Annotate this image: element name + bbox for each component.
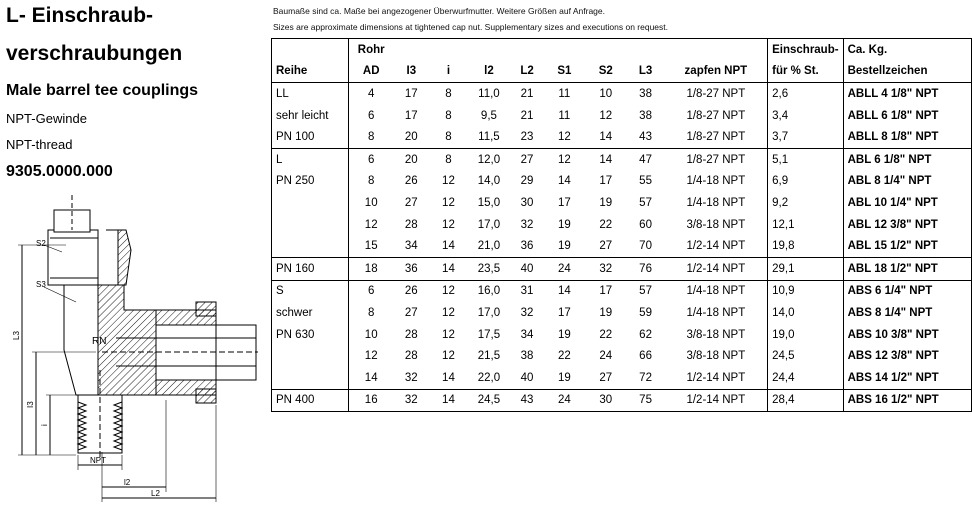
header-cell: S1 — [544, 61, 585, 83]
table-cell: 3/8-18 NPT — [665, 324, 768, 346]
table-cell: 23,5 — [467, 257, 510, 280]
header-cell: Ca. Kg. — [847, 43, 888, 56]
table-cell: 43 — [520, 394, 534, 407]
table-cell: 24,5 — [768, 345, 843, 367]
header-cell — [467, 39, 510, 61]
label-rn: RN — [92, 336, 107, 347]
thread-english: NPT-thread — [6, 137, 73, 152]
table-cell: PN 400 — [272, 389, 349, 412]
table-cell: 27 — [585, 235, 626, 257]
table-cell: 19 — [544, 367, 585, 389]
table-cell: 12 — [544, 126, 585, 148]
table-cell: 2,6 — [768, 83, 843, 105]
header-cell: für % St. — [768, 61, 843, 83]
table-cell: ABLL 8 1/8" NPT — [843, 126, 971, 148]
table-cell: 8 — [445, 109, 452, 122]
table-cell: 19 — [557, 218, 571, 231]
header-cell: zapfen NPT — [665, 61, 768, 83]
table-cell: 17 — [404, 87, 418, 100]
header-cell: AD — [349, 61, 393, 83]
technical-drawing — [6, 190, 268, 512]
table-cell: 36 — [393, 257, 429, 280]
table-cell: 59 — [639, 306, 652, 319]
table-cell: 8 — [445, 87, 452, 100]
label-s2: S2 — [36, 239, 46, 248]
header-cell — [665, 39, 768, 61]
table-cell — [272, 235, 349, 257]
spec-table — [271, 38, 972, 412]
table-cell: 1/8-27 NPT — [665, 83, 768, 105]
table-cell: 17,5 — [477, 328, 501, 341]
table-cell: schwer — [272, 302, 349, 324]
label-l2-small: l2 — [124, 478, 131, 487]
table-cell: 21 — [520, 109, 534, 122]
header-cell: L3 — [627, 61, 665, 83]
table-cell: 22,0 — [467, 367, 510, 389]
table-cell: 3/8-18 NPT — [665, 214, 768, 236]
table-cell: 10,9 — [768, 280, 843, 302]
header-row-1 — [272, 39, 972, 61]
table-cell: 21,5 — [477, 350, 501, 363]
table-cell: 16,0 — [477, 285, 501, 298]
table-cell: 55 — [639, 175, 652, 188]
table-cell: 38 — [639, 109, 652, 122]
table-row — [272, 257, 972, 280]
table-cell: 62 — [639, 328, 652, 341]
header-row-2 — [272, 61, 972, 83]
table-cell: 72 — [627, 367, 665, 389]
table-cell: 6 — [368, 109, 375, 122]
table-cell: 22 — [599, 328, 613, 341]
table-cell: 30 — [520, 196, 534, 209]
table-cell: ABLL 6 1/8" NPT — [847, 109, 939, 122]
table-cell: 32 — [585, 257, 626, 280]
table-cell: 27 — [404, 196, 418, 209]
table-cell: 28 — [404, 328, 418, 341]
table-row — [272, 192, 972, 214]
table-cell: 27 — [520, 153, 534, 166]
table-cell: 8 — [368, 306, 375, 319]
table-cell: 1/8-27 NPT — [665, 126, 768, 148]
table-cell: 1/4-18 NPT — [665, 280, 768, 302]
table-row — [272, 280, 972, 302]
table-cell: 40 — [510, 257, 543, 280]
title-line-2: verschraubungen — [6, 42, 183, 65]
table-cell: ABL 18 1/2" NPT — [843, 257, 971, 280]
table-cell: 24 — [544, 257, 585, 280]
label-npt: NPT — [90, 456, 106, 465]
table-cell: 60 — [639, 218, 652, 231]
table-cell: 12 — [442, 350, 455, 363]
table-cell: 12 — [364, 350, 378, 363]
table-row — [272, 214, 972, 236]
table-cell: 14 — [557, 285, 571, 298]
label-i3: I3 — [26, 401, 35, 408]
table-cell: 15,0 — [477, 196, 501, 209]
spec-table-head — [272, 39, 972, 83]
table-cell: 6 — [368, 153, 375, 166]
table-cell: 36 — [510, 235, 543, 257]
table-cell: 8 — [429, 126, 467, 148]
table-cell: PN 160 — [272, 257, 349, 280]
note-german: Baumaße sind ca. Maße bei angezogener Überwurfmutter. Weitere Größen auf Anfrage. — [273, 6, 605, 16]
table-row — [272, 148, 972, 170]
table-cell: 14 — [585, 126, 626, 148]
spec-table-body — [272, 83, 972, 412]
table-row — [272, 302, 972, 324]
table-cell: 8 — [368, 175, 375, 188]
table-cell: 28,4 — [768, 389, 843, 412]
table-cell: 8 — [349, 126, 393, 148]
table-cell: 11 — [558, 109, 571, 122]
header-cell — [627, 39, 665, 61]
table-cell: ABL 12 3/8" NPT — [847, 218, 938, 231]
header-cell: L2 — [510, 61, 543, 83]
table-cell: ABL 15 1/2" NPT — [843, 235, 971, 257]
table-cell: 14,0 — [768, 302, 843, 324]
table-cell: 17 — [557, 306, 571, 319]
table-cell: L — [272, 148, 349, 170]
table-cell: 40 — [510, 367, 543, 389]
table-cell: 3,7 — [768, 126, 843, 148]
label-l3: L3 — [12, 331, 21, 340]
table-cell: PN 100 — [272, 126, 349, 148]
table-cell: 14 — [442, 394, 455, 407]
table-cell: 1/8-27 NPT — [665, 148, 768, 170]
table-cell: 9,5 — [480, 109, 497, 122]
table-cell: 12,0 — [477, 153, 501, 166]
table-cell: 43 — [627, 126, 665, 148]
table-cell: 1/2-14 NPT — [665, 367, 768, 389]
table-cell: ABS 12 3/8" NPT — [847, 350, 939, 363]
table-cell: 21,0 — [467, 235, 510, 257]
table-cell: ABL 10 1/4" NPT — [847, 196, 938, 209]
header-cell: Reihe — [272, 61, 349, 83]
table-cell: 6,9 — [768, 171, 843, 193]
table-cell: 11 — [558, 87, 571, 100]
table-cell: 24,5 — [477, 394, 501, 407]
table-cell: 20 — [404, 153, 418, 166]
header-cell — [393, 39, 429, 61]
table-cell: 1/4-18 NPT — [665, 302, 768, 324]
table-row — [272, 235, 972, 257]
table-cell: 20 — [393, 126, 429, 148]
table-cell: 57 — [639, 196, 652, 209]
table-cell: 14 — [429, 257, 467, 280]
label-l2-large: L2 — [151, 489, 160, 498]
table-cell: 22 — [599, 218, 613, 231]
table-cell: ABS 8 1/4" NPT — [847, 306, 933, 319]
table-cell: 14,0 — [477, 175, 501, 188]
header-cell: S2 — [585, 61, 626, 83]
table-cell: 1/2-14 NPT — [665, 235, 768, 257]
table-cell: 29,1 — [768, 257, 843, 280]
note-english: Sizes are approximate dimensions at tightened cap nut. Supplementary sizes and executions on request. — [273, 22, 669, 32]
header-cell: l2 — [467, 61, 510, 83]
table-cell: S — [272, 280, 349, 302]
table-cell: 32 — [520, 218, 534, 231]
table-cell: 14 — [599, 153, 613, 166]
table-cell: 28 — [404, 218, 418, 231]
table-cell: 16 — [364, 394, 378, 407]
table-row — [272, 389, 972, 412]
table-cell: 19 — [557, 328, 571, 341]
table-cell: 30 — [599, 394, 613, 407]
table-cell — [272, 214, 349, 236]
table-cell: 14 — [429, 235, 467, 257]
table-cell: PN 250 — [272, 171, 349, 193]
table-cell: ABLL 4 1/8" NPT — [847, 87, 939, 100]
table-cell: 5,1 — [768, 148, 843, 170]
table-cell: 17 — [404, 109, 418, 122]
table-cell: 1/2-14 NPT — [665, 389, 768, 412]
table-cell: sehr leicht — [272, 105, 349, 127]
table-row — [272, 367, 972, 389]
table-cell: 24,4 — [768, 367, 843, 389]
table-cell: 34 — [520, 328, 534, 341]
table-cell: 19 — [599, 306, 613, 319]
table-cell: 66 — [639, 350, 652, 363]
table-cell: 18 — [349, 257, 393, 280]
table-cell: 19 — [599, 196, 613, 209]
table-row — [272, 83, 972, 105]
table-cell: 12 — [442, 196, 455, 209]
table-cell: ABL 6 1/8" NPT — [847, 153, 932, 166]
table-cell: 34 — [393, 235, 429, 257]
header-cell: Rohr — [357, 43, 385, 56]
table-cell: 12 — [442, 218, 455, 231]
table-cell: 1/4-18 NPT — [665, 171, 768, 193]
table-cell: 19,8 — [768, 235, 843, 257]
table-cell: 17 — [557, 196, 571, 209]
header-cell — [544, 39, 585, 61]
table-cell: 47 — [639, 153, 652, 166]
table-cell: 22 — [557, 350, 571, 363]
table-row — [272, 345, 972, 367]
thread-german: NPT-Gewinde — [6, 111, 87, 126]
table-cell: ABS 6 1/4" NPT — [847, 285, 933, 298]
table-cell: 8 — [445, 153, 452, 166]
table-row — [272, 105, 972, 127]
table-cell: 28 — [404, 350, 418, 363]
header-cell: Bestellzeichen — [843, 61, 971, 83]
table-cell — [272, 367, 349, 389]
table-row — [272, 126, 972, 148]
table-cell — [272, 345, 349, 367]
table-cell: 15 — [349, 235, 393, 257]
table-cell: 12 — [599, 109, 613, 122]
table-cell: 76 — [627, 257, 665, 280]
table-cell: 10 — [599, 87, 613, 100]
table-row — [272, 324, 972, 346]
table-cell: 24 — [599, 350, 613, 363]
header-cell — [510, 39, 543, 61]
table-cell: 12 — [442, 328, 455, 341]
header-cell — [429, 39, 467, 61]
table-cell: 14 — [557, 175, 571, 188]
table-cell: 17 — [599, 285, 613, 298]
header-cell — [585, 39, 626, 61]
table-cell: 9,2 — [768, 192, 843, 214]
title-line-1: L- Einschraub- — [6, 4, 154, 27]
table-cell: 29 — [520, 175, 534, 188]
table-cell: 17,0 — [477, 218, 501, 231]
label-s3: S3 — [36, 280, 46, 289]
table-cell: ABS 10 3/8" NPT — [847, 328, 939, 341]
table-cell: 32 — [520, 306, 534, 319]
header-cell: i — [429, 61, 467, 83]
table-cell: PN 630 — [272, 324, 349, 346]
table-cell: 17,0 — [477, 306, 501, 319]
table-cell: 32 — [393, 367, 429, 389]
header-cell: I3 — [393, 61, 429, 83]
table-cell: 3,4 — [768, 105, 843, 127]
table-cell: 11,0 — [478, 87, 500, 100]
article-number: 9305.0000.000 — [6, 163, 113, 180]
table-cell: 17 — [599, 175, 613, 188]
table-cell: ABS 14 1/2" NPT — [843, 367, 971, 389]
table-cell: 21 — [520, 87, 534, 100]
table-row — [272, 171, 972, 193]
table-cell: 12 — [442, 285, 455, 298]
table-cell: 12 — [442, 306, 455, 319]
table-cell: 19,0 — [768, 324, 843, 346]
table-cell: 1/8-27 NPT — [665, 105, 768, 127]
table-cell: 57 — [639, 285, 652, 298]
subtitle: Male barrel tee couplings — [6, 82, 199, 99]
table-cell: 23 — [510, 126, 543, 148]
table-cell: 12 — [442, 175, 455, 188]
table-cell: 24 — [557, 394, 571, 407]
table-cell: 3/8-18 NPT — [665, 345, 768, 367]
table-cell: 10 — [364, 328, 378, 341]
table-cell: 32 — [404, 394, 418, 407]
table-cell: 10 — [364, 196, 378, 209]
table-cell: 75 — [639, 394, 652, 407]
table-cell: LL — [272, 83, 349, 105]
table-cell: 14 — [349, 367, 393, 389]
table-cell: 11,5 — [467, 126, 510, 148]
table-cell: 1/4-18 NPT — [665, 192, 768, 214]
table-cell: ABS 16 1/2" NPT — [847, 394, 939, 407]
table-cell: 31 — [520, 285, 534, 298]
table-cell: 38 — [520, 350, 534, 363]
table-cell: 12,1 — [768, 214, 843, 236]
table-cell: 19 — [544, 235, 585, 257]
table-cell: 27 — [585, 367, 626, 389]
table-cell: 26 — [404, 285, 418, 298]
table-cell: 14 — [429, 367, 467, 389]
table-cell: 38 — [639, 87, 652, 100]
table-cell: 12 — [557, 153, 571, 166]
table-cell — [272, 192, 349, 214]
table-cell: 27 — [404, 306, 418, 319]
table-cell: 4 — [368, 87, 375, 100]
table-cell: ABL 8 1/4" NPT — [847, 175, 932, 188]
header-cell — [272, 39, 349, 61]
table-cell: 6 — [368, 285, 375, 298]
table-cell: 12 — [364, 218, 378, 231]
table-cell: 26 — [404, 175, 418, 188]
label-i: i — [40, 424, 49, 426]
table-cell: 1/2-14 NPT — [665, 257, 768, 280]
header-cell: Einschraub- — [768, 39, 843, 61]
table-cell: 70 — [627, 235, 665, 257]
